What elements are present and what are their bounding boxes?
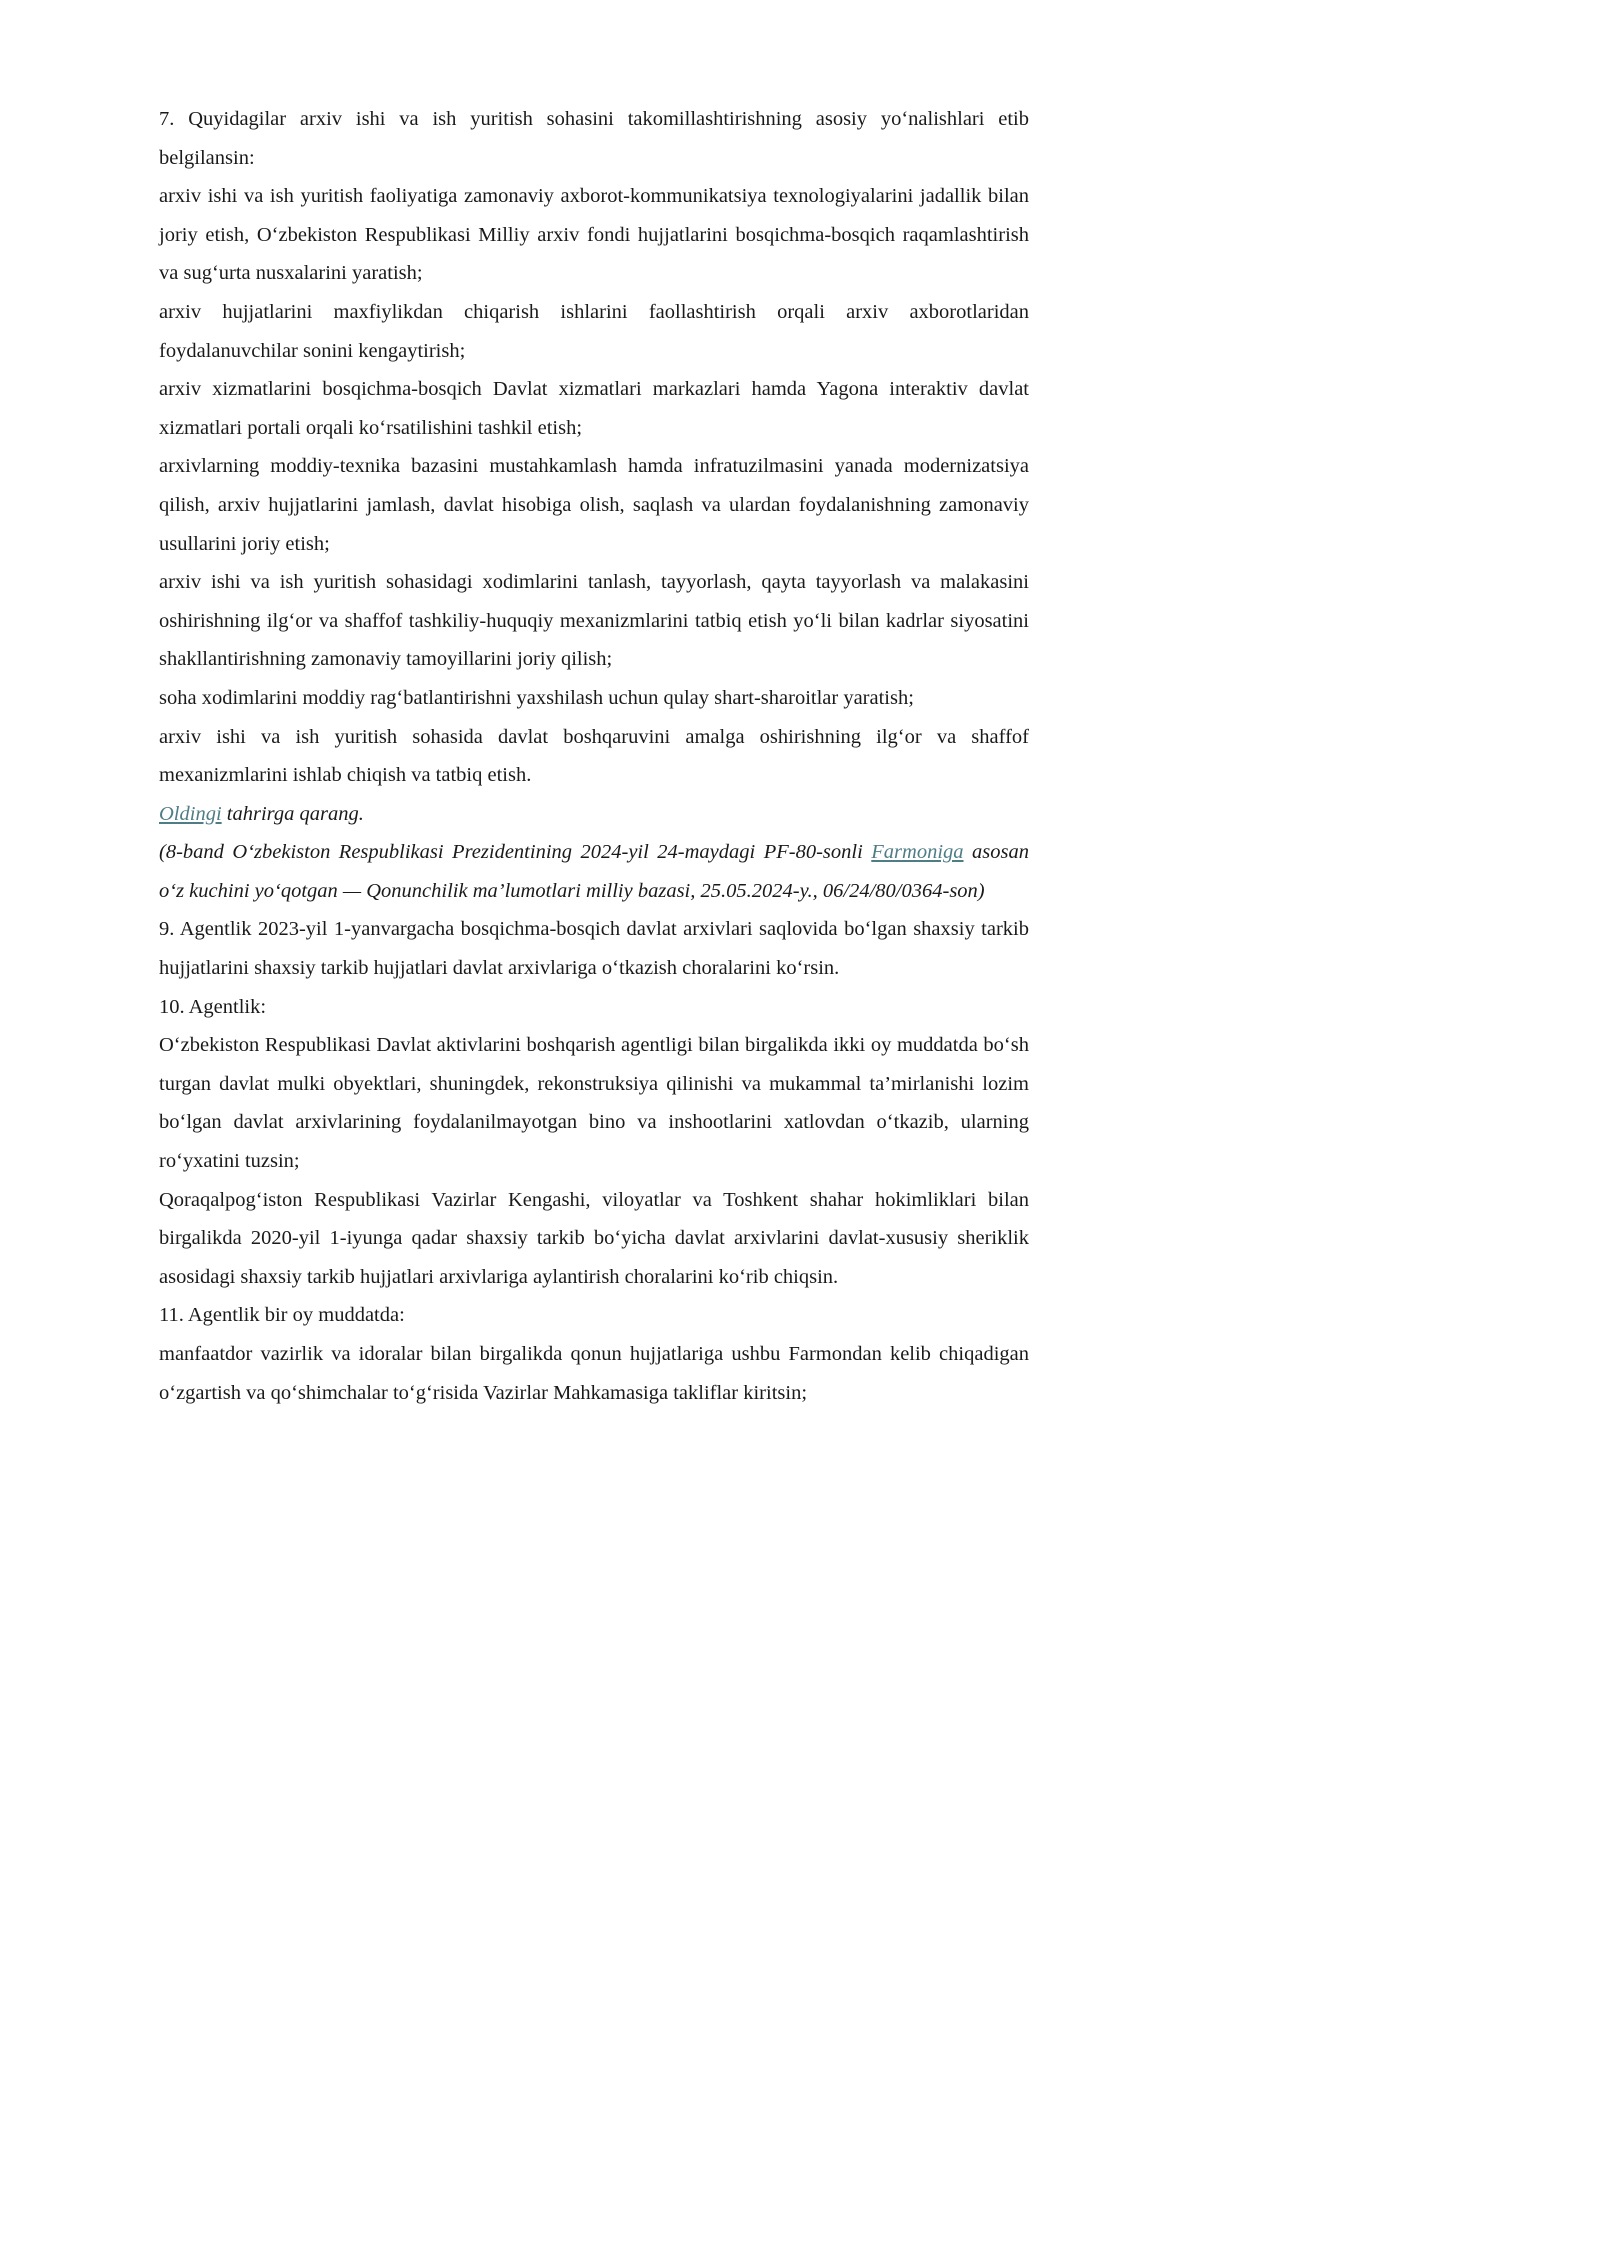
previous-edition-text: tahrirga qarang. — [221, 802, 364, 825]
paragraph-10-item-ppp-archives: Qoraqalpog‘iston Respublikasi Vazirlar Kengashi, viloyatlar va Toshkent shahar hokimliklari bilan birgalikda 2020-yil 1-iyunga qadar shaxsiy tarkib bo‘yicha davlat arxivlarini davlat-xususiy sheriklik asosidagi shaxsiy tarkib hujjatlari arxivlariga aylantirish choralarini ko‘rib chiqsin. — [159, 1188, 1029, 1288]
paragraph-7-item-governance: arxiv ishi va ish yuritish sohasida davlat boshqaruvini amalga oshirishning ilg‘or va shaffof mexanizmlarini ishlab chiqish va tatbiq etish. — [159, 725, 1029, 787]
paragraph-7-item-services: arxiv xizmatlarini bosqichma-bosqich Davlat xizmatlari markazlari hamda Yagona interaktiv davlat xizmatlari portali orqali ko‘rsatilishini tashkil etish; — [159, 378, 1029, 439]
paragraph-7-item-incentives: soha xodimlarini moddiy rag‘batlantirishni yaxshilash uchun qulay shart-sharoitlar yaratish; — [159, 686, 914, 709]
paragraph-7-item-personnel: arxiv ishi va ish yuritish sohasidagi xodimlarini tanlash, tayyorlash, qayta tayyorlash va malakasini oshirishning ilg‘or va shaffof tashkiliy-huquqiy mexanizmlarini tatbiq etish yo‘li bilan kadrlar siyosatini shakllantirishning zamonaviy tamoyillarini joriy qilish; — [159, 571, 1029, 671]
paragraph-7-heading: 7. Quyidagilar arxiv ishi va ish yuritish sohasini takomillashtirishning asosiy yo‘nalishlari etib belgilansin: — [159, 108, 1029, 169]
paragraph-9: 9. Agentlik 2023-yil 1-yanvargacha bosqichma-bosqich davlat arxivlari saqlovida bo‘lgan shaxsiy tarkib hujjatlarini shaxsiy tarkib hujjatlari davlat arxivlariga o‘tkazish choralarini ko‘rsin. — [159, 918, 1029, 980]
paragraph-7-item-infrastructure: arxivlarning moddiy-texnika bazasini mustahkamlash hamda infratuzilmasini yanada modernizatsiya qilish, arxiv hujjatlarini jamlash, davlat hisobiga olish, saqlash va ulardan foydalanishning zamonaviy usullarini joriy etish; — [159, 455, 1029, 555]
paragraph-7-item-declassification: arxiv hujjatlarini maxfiylikdan chiqarish ishlarini faollashtirish orqali arxiv axborotlaridan foydalanuvchilar sonini kengaytirish; — [159, 300, 1029, 362]
paragraph-11-item-proposals: manfaatdor vazirlik va idoralar bilan birgalikda qonun hujjatlariga ushbu Farmondan kelib chiqadigan o‘zgartish va qo‘shimchalar to‘g‘risida Vazirlar Mahkamasiga takliflar kiritsin; — [159, 1343, 1029, 1404]
paragraph-10-item-inventory: O‘zbekiston Respublikasi Davlat aktivlarini boshqarish agentligi bilan birgalikda ikki oy muddatda bo‘sh turgan davlat mulki obyektlari, shuningdek, rekonstruksiya qilinishi va mukammal ta’mirlanishi lozim bo‘lgan davlat arxivlarining foydalanilmayotgan bino va inshootlarini xatlovdan o‘tkazib, ularning ro‘yxatini tuzsin; — [159, 1034, 1029, 1173]
paragraph-10-heading: 10. Agentlik: — [159, 995, 267, 1018]
previous-edition-link[interactable]: Oldingi — [159, 802, 222, 825]
previous-edition-note — [159, 795, 1029, 834]
document-page — [159, 100, 1029, 1412]
paragraph-8-repeal-note — [159, 833, 1029, 910]
paragraph-7-item-digitization: arxiv ishi va ish yuritish faoliyatiga zamonaviy axborot-kommunikatsiya texnologiyalarini jadallik bilan joriy etish, O‘zbekiston Respublikasi Milliy arxiv fondi hujjatlarini bosqichma-bosqich raqamlashtirish va sug‘urta nusxalarini yaratish; — [159, 185, 1029, 285]
repeal-note-before: (8-band O‘zbekiston Respublikasi Prezidentining 2024-yil 24-maydagi PF-80-sonli — [159, 841, 872, 864]
paragraph-11-heading: 11. Agentlik bir oy muddatda: — [159, 1304, 405, 1327]
repeal-note-after: asosan o‘z kuchini yo‘qotgan — Qonunchilik ma’lumotlari milliy bazasi, 25.05.2024-y., 06/24/80/0364-son) — [159, 841, 1029, 902]
decree-link[interactable]: Farmoniga — [871, 841, 964, 864]
